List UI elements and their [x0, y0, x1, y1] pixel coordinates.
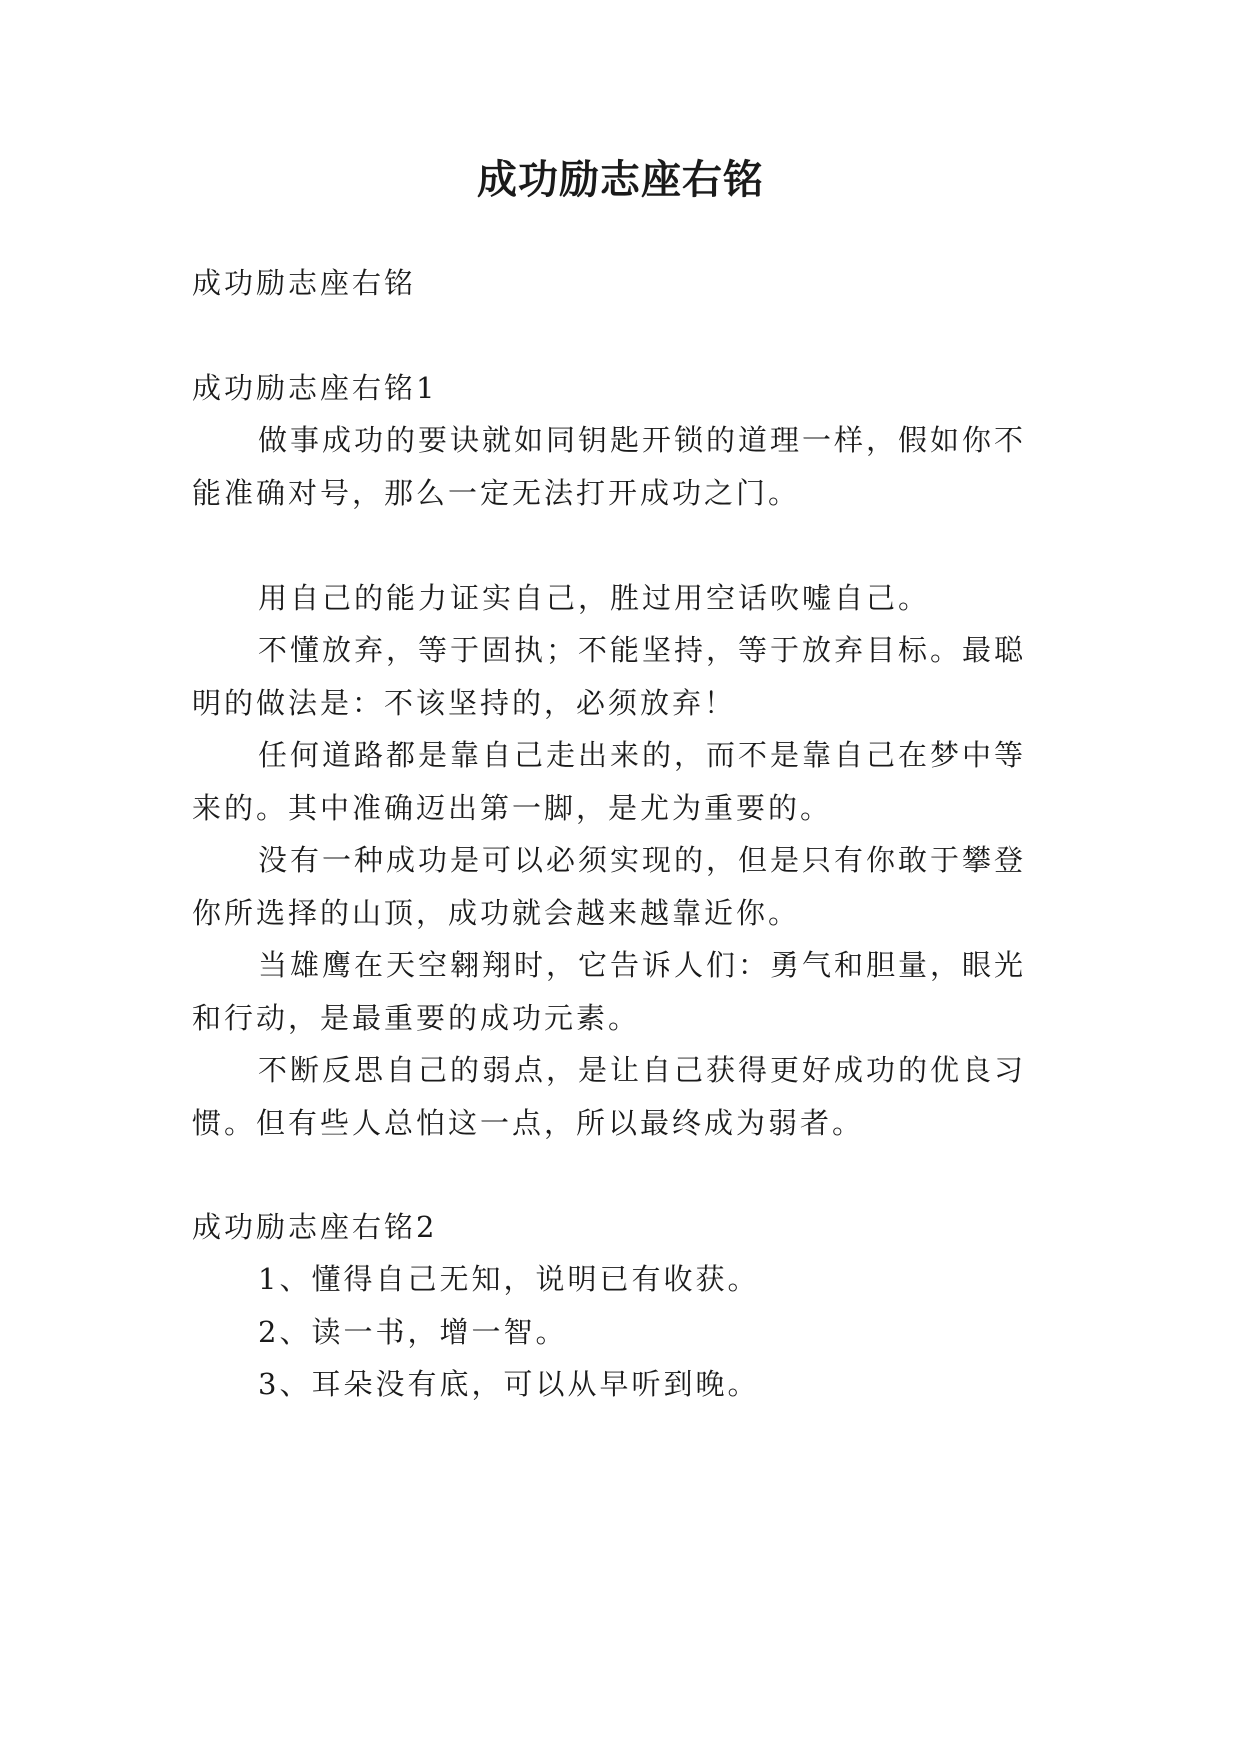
paragraph-line: 惯。但有些人总怕这一点，所以最终成为弱者。	[192, 1106, 865, 1140]
paragraph-line: 和行动，是最重要的成功元素。	[192, 1001, 641, 1035]
paragraph-line: 当雄鹰在天空翱翔时，它告诉人们：勇气和胆量，眼光	[258, 948, 1027, 982]
paragraph-line: 不懂放弃，等于固执；不能坚持，等于放弃目标。最聪	[258, 633, 1027, 667]
document-subtitle: 成功励志座右铭	[192, 266, 417, 300]
paragraph-line: 任何道路都是靠自己走出来的，而不是靠自己在梦中等	[258, 738, 1027, 772]
section-heading-2: 成功励志座右铭2	[192, 1210, 438, 1244]
document-title: 成功励志座右铭	[477, 157, 764, 203]
section-heading-1: 成功励志座右铭1	[192, 371, 438, 405]
paragraph-line: 能准确对号，那么一定无法打开成功之门。	[192, 476, 801, 510]
list-item: 1、懂得自己无知，说明已有收获。	[258, 1262, 760, 1296]
paragraph-line: 没有一种成功是可以必须实现的，但是只有你敢于攀登	[258, 843, 1027, 877]
paragraph-line: 做事成功的要诀就如同钥匙开锁的道理一样，假如你不	[258, 423, 1027, 457]
paragraph-line: 用自己的能力证实自己，胜过用空话吹嘘自己。	[258, 581, 931, 615]
list-item: 2、读一书，增一智。	[258, 1315, 568, 1349]
paragraph-line: 你所选择的山顶，成功就会越来越靠近你。	[192, 896, 801, 930]
list-item: 3、耳朵没有底，可以从早听到晚。	[258, 1367, 760, 1401]
paragraph-line: 来的。其中准确迈出第一脚，是尤为重要的。	[192, 791, 833, 825]
paragraph-line: 不断反思自己的弱点，是让自己获得更好成功的优良习	[258, 1053, 1027, 1087]
paragraph-line: 明的做法是：不该坚持的，必须放弃！	[192, 686, 737, 720]
